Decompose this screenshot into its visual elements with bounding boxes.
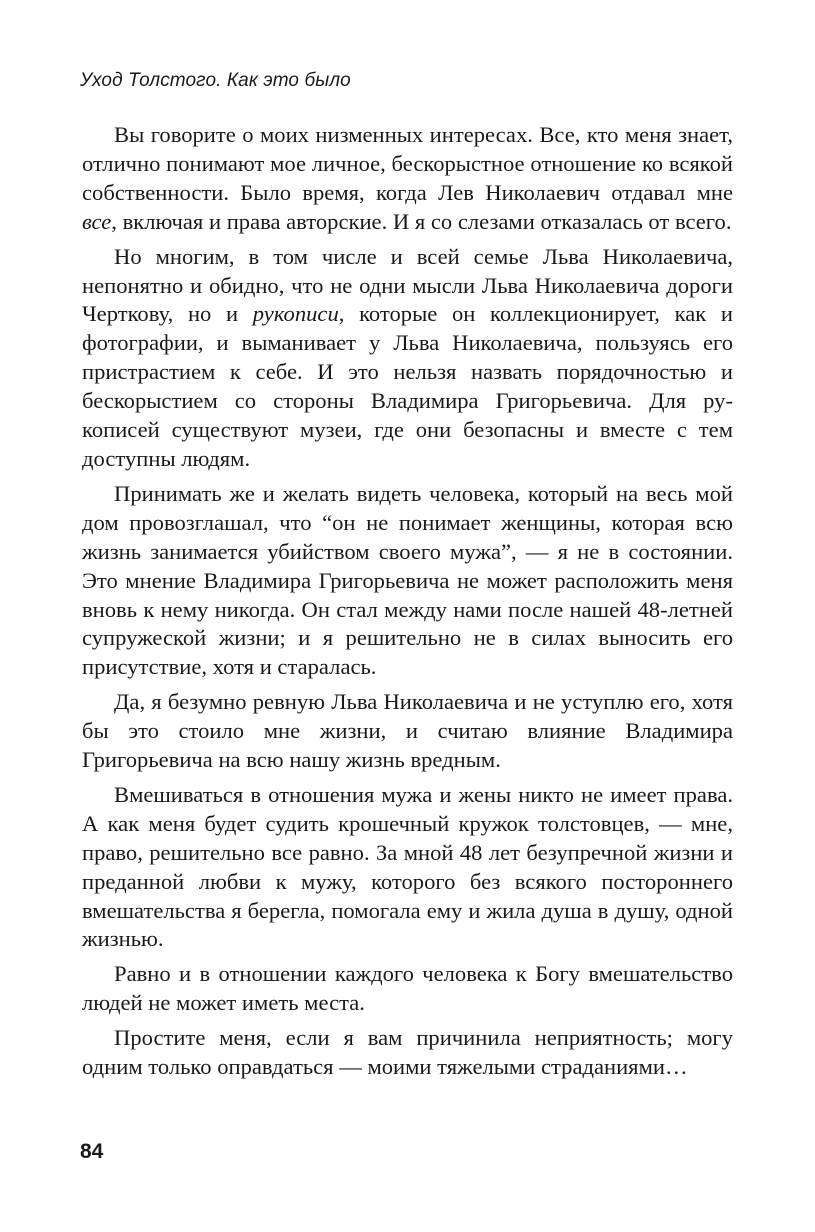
italic-text: рукописи bbox=[252, 301, 339, 327]
text-run: Простите меня, если я вам причинила неприятность; могу одним только оправдаться — моими тяжелыми страданиями… bbox=[82, 1025, 733, 1080]
text-run: Да, я безумно ревную Льва Николаевича и не уступлю его, хотя бы это стоило мне жизни, и считаю влияние Владимира Григорьевича на всю нашу жизнь вредным. bbox=[82, 689, 733, 773]
text-run: Но многим, в том числе и всей семье Льва Николаевича, непонятно и обидно, что не одни мысли Льва Николаевича дороги Черткову, но и bbox=[82, 243, 733, 327]
italic-text: все bbox=[82, 208, 112, 234]
paragraph bbox=[82, 688, 733, 775]
text-run: Равно и в отношении каждого человека к Богу вмешательство людей не может иметь места. bbox=[82, 961, 733, 1016]
text-run: Принимать же и желать видеть человека, который на весь мой дом провозглашал, что “он не понимает женщины, которая всю жизнь занимается убийством своего мужа”, — я не в состоянии. Это мнение Владимира Григорьевича не может расположить меня вновь к нему никогда. Он стал между нами после нашей 48-летней супружеской жизни; и я решительно не в силах выносить его присутствие, хотя и старалась. bbox=[82, 480, 733, 680]
paragraph bbox=[82, 960, 733, 1018]
text-run: Вмешиваться в отношения мужа и жены никто не имеет права. А как меня будет судить крошечный кружок толстовцев, — мне, право, решительно все равно. За мной 48 лет безупречной жизни и преданной любви к мужу, которого без всякого постороннего вмешательства я берегла, помогала ему и жила душа в душу, одной жизнью. bbox=[82, 781, 733, 952]
paragraph bbox=[82, 781, 733, 954]
body-text bbox=[82, 121, 733, 1088]
running-head: Уход Толстого. Как это было bbox=[80, 70, 351, 91]
paragraph bbox=[82, 1024, 733, 1082]
paragraph bbox=[82, 121, 733, 237]
text-run: , которые он коллекционирует, как и фотографии, и выманивает у Льва Николаевича, пользуясь его пристрастием к себе. И это нельзя назвать порядочностью и бескорыстием со стороны Владимира Григорьевича. Для рукописей существуют музеи, где они безопасны и вместе с тем доступны людям. bbox=[82, 301, 733, 471]
page-number: 84 bbox=[80, 1140, 104, 1163]
paragraph bbox=[82, 243, 733, 474]
text-run: , включая и права авторские. И я со слезами отказалась от всего. bbox=[111, 208, 732, 234]
paragraph bbox=[82, 480, 733, 682]
text-run: Вы говорите о моих низменных интересах. Все, кто меня знает, отлично понимают мое личное, бескорыстное отношение ко всякой собственности. Было время, когда Лев Николаевич отдавал мне bbox=[82, 122, 733, 205]
